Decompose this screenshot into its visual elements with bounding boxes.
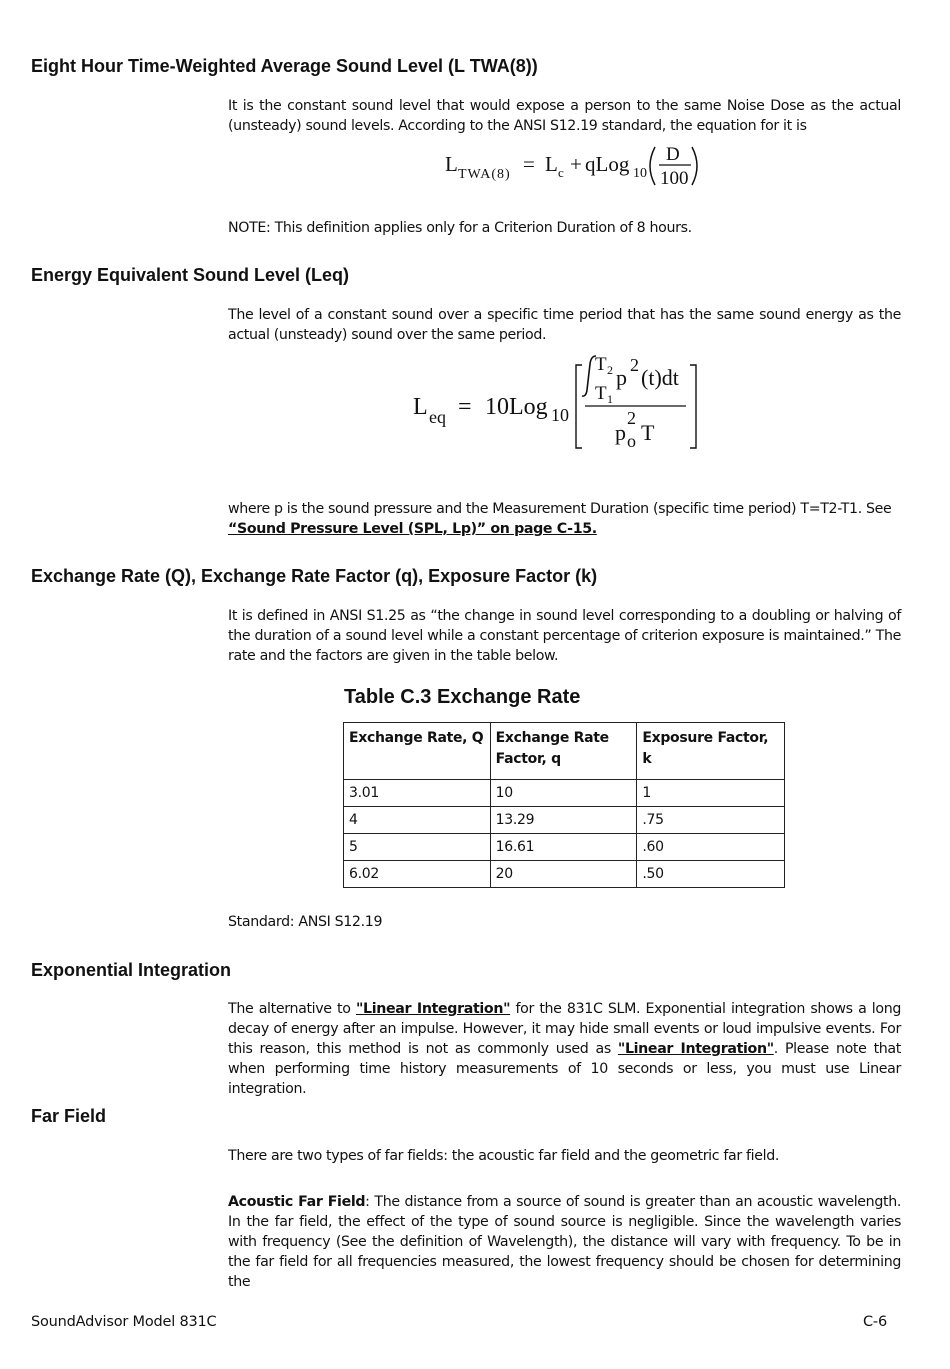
leq-eq-integrand: p [616, 365, 627, 390]
twa-eq-den: 100 [660, 168, 689, 189]
twa-eq-base: 10 [633, 166, 647, 181]
leq-after-paragraph [228, 499, 901, 539]
table-row [344, 861, 785, 888]
expint-text-3: . Please note that when performing time history measurements of 10 seconds or less, you must use Linear integration. [228, 1041, 901, 1097]
heading-twa: Eight Hour Time-Weighted Average Sound Level (L TWA(8)) [31, 56, 538, 76]
table-header-cell: Exchange Rate, Q [344, 723, 491, 780]
table-cell: 13.29 [490, 807, 637, 834]
twa-eq-L: L [445, 152, 458, 176]
table-row [344, 780, 785, 807]
expint-paragraph [228, 999, 901, 1099]
leq-eq-den-sub: o [627, 431, 636, 451]
table-cell: 4 [344, 807, 491, 834]
footer-product-name: SoundAdvisor Model 831C [31, 1314, 217, 1330]
exchange-standard: Standard: ANSI S12.19 [228, 914, 383, 930]
leq-eq-left-bracket [576, 365, 582, 448]
leq-eq-power: 2 [630, 355, 639, 375]
leq-eq-den-p: p [615, 420, 626, 445]
farfield-intro: There are two types of far fields: the acoustic far field and the geometric far field. [228, 1148, 780, 1164]
table-caption: Table C.3 Exchange Rate [344, 686, 581, 708]
twa-eq-num: D [666, 144, 680, 165]
table-row [344, 834, 785, 861]
leq-eq-lower: T [595, 383, 607, 404]
leq-eq-den-T: T [641, 420, 655, 445]
leq-eq-base: 10 [551, 405, 569, 425]
table-header-cell: Exposure Factor, k [637, 723, 785, 780]
leq-eq-upper-sub: 2 [607, 363, 613, 377]
twa-eq-equals: = [523, 152, 535, 176]
exchange-rate-table [343, 722, 785, 888]
twa-paragraph: It is the constant sound level that would expose a person to the same Noise Dose as the actual (unsteady) sound levels. According to the ANSI S12.19 standard, the equation for it is [228, 98, 901, 134]
leq-eq-arg: (t)dt [641, 365, 679, 390]
acoustic-far-field-text: : The distance from a source of sound is greater than an acoustic wavelength. In the far field, the effect of the type of sound source is negligible. Since the wavelength varies with frequency (See the definition of Wavelength), the distance will vary with frequency. To be in the far field for all frequencies measured, the lowest frequency should be chosen for determining the [228, 1194, 901, 1290]
table-header-row [344, 723, 785, 780]
leq-eq-upper: T [595, 354, 607, 375]
table-cell: 20 [490, 861, 637, 888]
table-cell: .50 [637, 861, 785, 888]
twa-eq-qlog: qLog [585, 152, 630, 176]
footer-page-number: C-6 [863, 1314, 887, 1330]
leq-eq-den-pow: 2 [627, 408, 636, 428]
table-cell: 1 [637, 780, 785, 807]
table-cell: .60 [637, 834, 785, 861]
leq-after-text: where p is the sound pressure and the Measurement Duration (specific time period) T=T2-T1. See [228, 501, 892, 517]
linear-integration-link[interactable]: "Linear Integration" [617, 1041, 774, 1057]
twa-eq-sub: TWA(8) [458, 167, 511, 182]
linear-integration-link[interactable]: "Linear Integration" [355, 1001, 511, 1017]
leq-eq-right-bracket [690, 365, 696, 448]
leq-eq-sub: eq [429, 407, 446, 427]
acoustic-far-field-paragraph [228, 1192, 901, 1292]
heading-exchange-rate: Exchange Rate (Q), Exchange Rate Factor (q), Exposure Factor (k) [31, 566, 598, 586]
expint-text-1: The alternative to [228, 1001, 356, 1017]
leq-eq-L: L [413, 394, 428, 420]
spl-reference-link[interactable]: “Sound Pressure Level (SPL, Lp)” on page C-15. [228, 521, 597, 537]
table-cell: .75 [637, 807, 785, 834]
expint-text-2: for the 831C SLM. Exponential integration shows a long decay of energy after an impulse. However, it may hide small events or loud impulsive events. For this reason, this method is not as commonly used as [228, 1001, 902, 1057]
twa-eq-left-paren [650, 147, 655, 185]
leq-eq-coef: 10Log [485, 394, 548, 420]
table-cell: 10 [490, 780, 637, 807]
table-cell: 16.61 [490, 834, 637, 861]
acoustic-far-field-label: Acoustic Far Field [228, 1194, 366, 1210]
leq-eq-integral [582, 356, 596, 396]
twa-note: NOTE: This definition applies only for a Criterion Duration of 8 hours. [228, 220, 692, 236]
twa-eq-Lc: L [545, 152, 558, 176]
twa-eq-plus: + [570, 152, 582, 176]
heading-far-field: Far Field [31, 1106, 107, 1126]
exchange-paragraph: It is defined in ANSI S1.25 as “the change in sound level corresponding to a doubling or halving of the duration of a sound level while a constant percentage of criterion exposure is maintained.” The rate and the factors are given in the table below. [228, 608, 901, 664]
twa-eq-right-paren [692, 147, 697, 185]
table-cell: 3.01 [344, 780, 491, 807]
table-cell: 6.02 [344, 861, 491, 888]
table-row [344, 807, 785, 834]
leq-eq-equals: = [458, 394, 472, 420]
leq-equation [405, 350, 705, 455]
twa-eq-c: c [558, 165, 564, 180]
leq-eq-lower-sub: 1 [607, 392, 613, 406]
heading-exponential-integration: Exponential Integration [31, 960, 232, 980]
heading-leq: Energy Equivalent Sound Level (Leq) [31, 265, 350, 285]
leq-paragraph: The level of a constant sound over a specific time period that has the same sound energy as the actual (unsteady) sound over the same period. [228, 307, 901, 343]
table-header-cell: Exchange Rate Factor, q [490, 723, 637, 780]
twa-equation [440, 140, 710, 192]
table-cell: 5 [344, 834, 491, 861]
